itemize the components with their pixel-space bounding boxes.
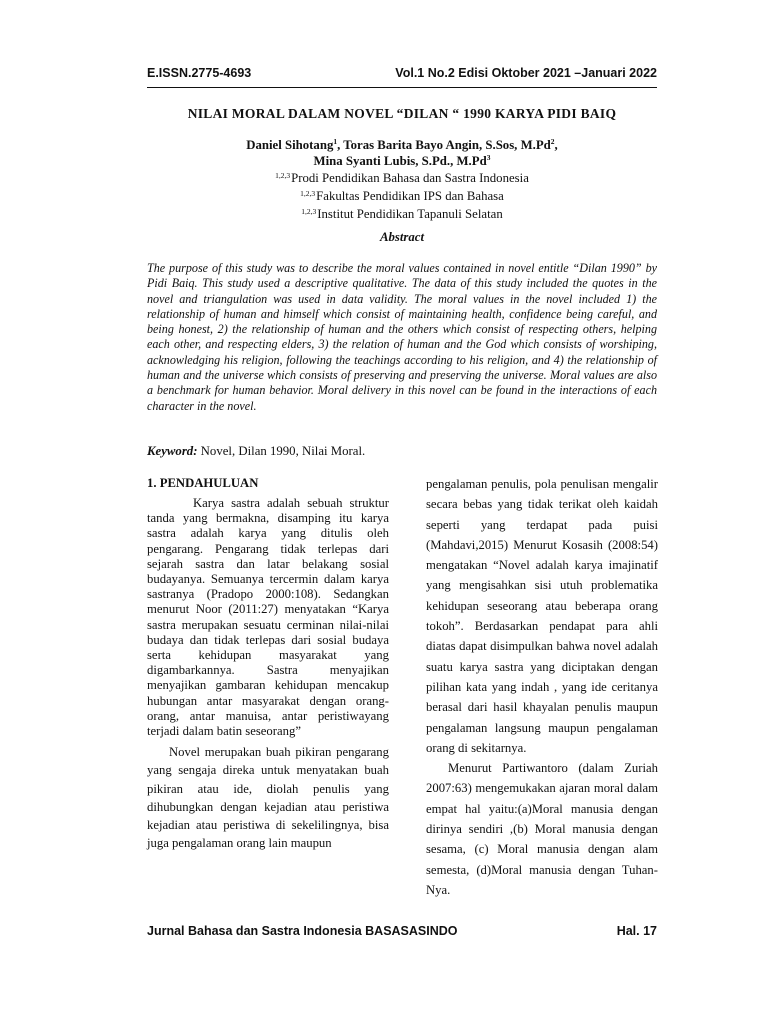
affiliation-line — [147, 168, 657, 186]
body-paragraph: Menurut Partiwantoro (dalam Zuriah 2007:63) mengemukakan ajaran moral dalam empat hal yaitu:(a)Moral manusia dengan dirinya sendiri ,(b) Moral manusia dengan sesama, (c) Moral manusia dengan alam semesta, (d)Moral manusia dengan Tuhan-Nya. — [426, 761, 658, 897]
issn-label: E.ISSN.2775-4693 — [147, 66, 252, 80]
body-paragraph: Karya sastra adalah sebuah struktur tanda yang bermakna, disamping itu karya sastra adalah karya yang ditulis oleh pengarang. Pengarang tidak terlepas dari sejarah sastra dan latar belakang sosial budayanya. Semuanya tercermin dalam karya sastranya (Pradopo 2000:108). Sedangkan menurut Noor (2011:27) menyatakan “Karya sastra merupakan sesuatu cerminan nilai-nilai budaya dan tidak terlepas dari sosial budaya serta kehidupan masyarakat yang digambarkannya. Sastra menyajikan menyajikan gambaran kehidupan mencakup hubungan antar masyarakat dengan orang-orang, antar manuisa, antar peristiwayang terjadi dalam batin seseorang” — [147, 496, 389, 739]
volume-label: Vol.1 No.2 Edisi Oktober 2021 –Januari 2022 — [395, 66, 657, 80]
author-list — [147, 138, 657, 169]
abstract-heading: Abstract — [379, 230, 425, 244]
affiliation-sup: 1,2,3 — [275, 171, 291, 180]
left-column — [147, 476, 389, 852]
right-column — [426, 474, 658, 900]
author-3-sup: 3 — [486, 152, 491, 162]
affiliation-line — [147, 186, 657, 204]
header-rule — [147, 87, 657, 88]
body-paragraph: Novel merupakan buah pikiran pengarang yang sengaja direka untuk menyatakan buah pikiran atau ide, diolah penulis yang dihubungkan dengan kejadian atau peristiwa kejadian atau peristiwa di sekelilingnya, bisa juga pengalaman orang lain maupun — [147, 745, 389, 851]
author-2-tail: , — [554, 138, 558, 152]
affiliation-list — [147, 168, 657, 222]
author-line-1 — [147, 138, 657, 154]
author-3-name: Mina Syanti Lubis, S.Pd., M.Pd — [313, 153, 487, 168]
page-number: Hal. 17 — [616, 924, 657, 938]
affiliation-sup: 1,2,3 — [301, 207, 317, 216]
section-heading: 1. PENDAHULUAN — [147, 476, 259, 490]
keyword-line — [147, 444, 657, 459]
affiliation-text: Fakultas Pendidikan IPS dan Bahasa — [316, 189, 504, 203]
keyword-text: Novel, Dilan 1990, Nilai Moral. — [197, 444, 366, 458]
author-2-name: , Toras Barita Bayo Angin, S.Sos, M.Pd — [337, 138, 551, 152]
running-header — [147, 66, 657, 84]
keyword-label: Keyword: — [147, 444, 198, 458]
paper-title: NILAI MORAL DALAM NOVEL “DILAN “ 1990 KARYA PIDI BAIQ — [187, 106, 617, 121]
affiliation-text: Institut Pendidikan Tapanuli Selatan — [317, 207, 503, 221]
author-1-name: Daniel Sihotang — [246, 138, 334, 152]
affiliation-sup: 1,2,3 — [300, 189, 316, 198]
body-paragraph: pengalaman penulis, pola penulisan mengalir secara bebas yang tidak terikat oleh kaidah seperti yang terdapat pada puisi (Mahdavi,2015) Menurut Kosasih (2008:54) mengatakan “Novel adalah karya imajinatif yang mengisahkan sisi utuh problematika kehidupan seseorang atau beberapa orang tokoh”. Berdasarkan pendapat para ahli diatas dapat disimpulkan bahwa novel adalah suatu karya sastra yang diciptakan dengan pilihan kata yang indah , yang ide ceritanya berasal dari hasil khayalan penulis maupun pengalaman langsung maupun pengalaman orang di sekitarnya. — [426, 477, 658, 755]
journal-name: Jurnal Bahasa dan Sastra Indonesia BASASASINDO — [147, 924, 458, 938]
author-1-sup: 1 — [333, 137, 338, 146]
affiliation-text: Prodi Pendidikan Bahasa dan Sastra Indonesia — [291, 171, 529, 185]
abstract-text: The purpose of this study was to describe the moral values contained in novel entitle “Dilan 1990” by Pidi Baiq. This study used a descriptive qualitative. The data of this study included the quotes in the novel and triangulation was used in data validity. The moral values in the novel included 1) the relationship of human and himself which consist of maintaining health, confidence being careful, and being honest, 2) the relationship of human and the others which consist of respecting others, helping each other, and respecting elders, 3) the relation of human and the God which consists of worshiping, acknowledging his religion, following the teachings according to his religion, and 4) the relationship of human and the universe which consists of preserving and preserving the universe. Moral values are also a benchmark for human behavior. Moral delivery in this novel can be found in the interactions of each character in the novel. — [147, 261, 657, 413]
author-2-sup: 2 — [550, 137, 555, 146]
running-footer — [147, 924, 657, 942]
author-line-2 — [147, 154, 657, 170]
affiliation-line — [147, 204, 657, 222]
